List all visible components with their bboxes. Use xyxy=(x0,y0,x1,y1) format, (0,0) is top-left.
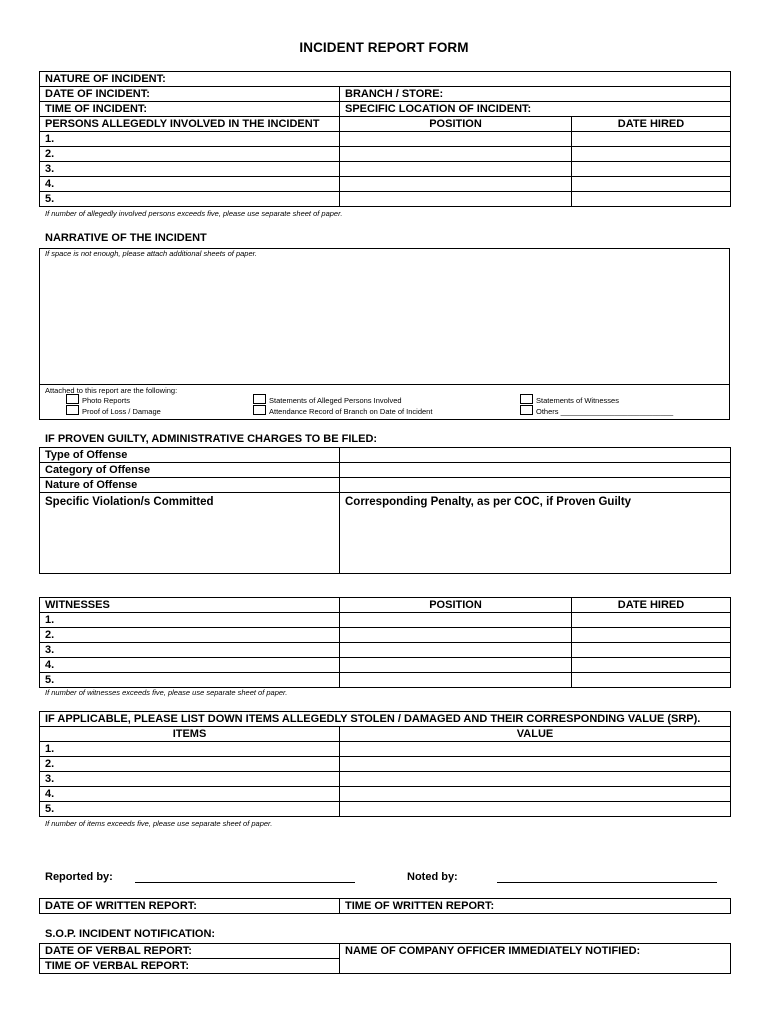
person-date-hired-cell[interactable] xyxy=(572,177,731,192)
witness-date-hired-cell[interactable] xyxy=(572,613,731,628)
specific-violation-field[interactable]: Specific Violation/s Committed xyxy=(40,493,340,574)
witnesses-table xyxy=(39,597,731,688)
items-note: If number of items exceeds five, please use separate sheet of paper. xyxy=(45,819,273,828)
item-row-1[interactable]: 1. xyxy=(40,742,340,757)
type-of-offense-label: Type of Offense xyxy=(40,448,340,463)
written-report-table xyxy=(39,898,731,914)
persons-note: If number of allegedly involved persons exceeds five, please use separate sheet of paper. xyxy=(45,209,343,218)
person-position-cell[interactable] xyxy=(340,162,572,177)
nature-of-offense-label: Nature of Offense xyxy=(40,478,340,493)
witness-position-cell[interactable] xyxy=(340,643,572,658)
person-date-hired-cell[interactable] xyxy=(572,162,731,177)
company-officer-field[interactable]: NAME OF COMPANY OFFICER IMMEDIATELY NOTIFIED: xyxy=(340,944,731,974)
position-header: POSITION xyxy=(340,117,572,132)
witness-position-cell[interactable] xyxy=(340,658,572,673)
checkbox-icon[interactable] xyxy=(66,405,79,415)
person-row-1[interactable]: 1. xyxy=(40,132,340,147)
witness-position-cell[interactable] xyxy=(340,628,572,643)
witness-row-2[interactable]: 2. xyxy=(40,628,340,643)
form-title: INCIDENT REPORT FORM xyxy=(299,40,469,55)
category-of-offense-field[interactable] xyxy=(340,463,731,478)
checkbox-statements-witnesses[interactable]: Statements of Witnesses xyxy=(520,394,619,406)
checkbox-proof-of-loss[interactable]: Proof of Loss / Damage xyxy=(66,405,161,417)
time-of-verbal-report-field[interactable]: TIME OF VERBAL REPORT: xyxy=(40,959,340,974)
witness-position-cell[interactable] xyxy=(340,613,572,628)
attachments-label: Attached to this report are the following: xyxy=(45,386,178,395)
witness-row-5[interactable]: 5. xyxy=(40,673,340,688)
person-row-5[interactable]: 5. xyxy=(40,192,340,207)
branch-store-field[interactable]: BRANCH / STORE: xyxy=(340,87,731,102)
witness-date-hired-cell[interactable] xyxy=(572,628,731,643)
item-value-cell[interactable] xyxy=(340,772,731,787)
sop-heading: S.O.P. INCIDENT NOTIFICATION: xyxy=(45,928,216,940)
nature-of-incident-field[interactable]: NATURE OF INCIDENT: xyxy=(40,72,731,87)
narrative-divider xyxy=(40,384,729,385)
checkbox-photo-reports[interactable]: Photo Reports xyxy=(66,394,130,406)
person-position-cell[interactable] xyxy=(340,177,572,192)
item-value-cell[interactable] xyxy=(340,787,731,802)
person-row-4[interactable]: 4. xyxy=(40,177,340,192)
category-of-offense-label: Category of Offense xyxy=(40,463,340,478)
type-of-offense-field[interactable] xyxy=(340,448,731,463)
item-row-3[interactable]: 3. xyxy=(40,772,340,787)
value-header: VALUE xyxy=(340,727,731,742)
witness-date-hired-cell[interactable] xyxy=(572,643,731,658)
checkbox-icon[interactable] xyxy=(253,394,266,404)
checkbox-icon[interactable] xyxy=(520,394,533,404)
items-header: ITEMS xyxy=(40,727,340,742)
nature-of-offense-field[interactable] xyxy=(340,478,731,493)
witnesses-note: If number of witnesses exceeds five, please use separate sheet of paper. xyxy=(45,688,288,697)
witness-date-hired-cell[interactable] xyxy=(572,658,731,673)
witness-date-hired-cell[interactable] xyxy=(572,673,731,688)
checkbox-others[interactable]: Others ___________________________ xyxy=(520,405,673,417)
noted-by-signature-line[interactable] xyxy=(497,882,717,883)
sop-table xyxy=(39,943,731,974)
witnesses-header: WITNESSES xyxy=(40,598,340,613)
date-hired-header: DATE HIRED xyxy=(572,117,731,132)
reported-by-label: Reported by: xyxy=(45,871,113,883)
person-date-hired-cell[interactable] xyxy=(572,192,731,207)
narrative-heading: NARRATIVE OF THE INCIDENT xyxy=(45,232,207,244)
time-of-incident-field[interactable]: TIME OF INCIDENT: xyxy=(40,102,340,117)
date-of-written-report-field[interactable]: DATE OF WRITTEN REPORT: xyxy=(40,899,340,914)
narrative-hint: If space is not enough, please attach additional sheets of paper. xyxy=(45,249,257,258)
person-position-cell[interactable] xyxy=(340,192,572,207)
item-row-2[interactable]: 2. xyxy=(40,757,340,772)
item-row-5[interactable]: 5. xyxy=(40,802,340,817)
checkbox-attendance-record[interactable]: Attendance Record of Branch on Date of Incident xyxy=(253,405,432,417)
witness-position-header: POSITION xyxy=(340,598,572,613)
date-of-verbal-report-field[interactable]: DATE OF VERBAL REPORT: xyxy=(40,944,340,959)
witness-position-cell[interactable] xyxy=(340,673,572,688)
item-row-4[interactable]: 4. xyxy=(40,787,340,802)
incident-details-table xyxy=(39,71,731,207)
items-heading: IF APPLICABLE, PLEASE LIST DOWN ITEMS ALLEGEDLY STOLEN / DAMAGED AND THEIR CORRESPONDING VALUE (SRP). xyxy=(40,712,731,727)
person-row-2[interactable]: 2. xyxy=(40,147,340,162)
item-value-cell[interactable] xyxy=(340,742,731,757)
reported-by-signature-line[interactable] xyxy=(135,882,355,883)
person-date-hired-cell[interactable] xyxy=(572,132,731,147)
items-table xyxy=(39,711,731,817)
witness-date-hired-header: DATE HIRED xyxy=(572,598,731,613)
checkbox-icon[interactable] xyxy=(66,394,79,404)
noted-by-label: Noted by: xyxy=(407,871,458,883)
checkbox-icon[interactable] xyxy=(253,405,266,415)
witness-row-1[interactable]: 1. xyxy=(40,613,340,628)
specific-location-field[interactable]: SPECIFIC LOCATION OF INCIDENT: xyxy=(340,102,731,117)
item-value-cell[interactable] xyxy=(340,802,731,817)
checkbox-icon[interactable] xyxy=(520,405,533,415)
date-of-incident-field[interactable]: DATE OF INCIDENT: xyxy=(40,87,340,102)
item-value-cell[interactable] xyxy=(340,757,731,772)
person-row-3[interactable]: 3. xyxy=(40,162,340,177)
time-of-written-report-field[interactable]: TIME OF WRITTEN REPORT: xyxy=(340,899,731,914)
corresponding-penalty-field[interactable]: Corresponding Penalty, as per COC, if Proven Guilty xyxy=(340,493,731,574)
charges-heading: IF PROVEN GUILTY, ADMINISTRATIVE CHARGES TO BE FILED: xyxy=(45,433,378,445)
checkbox-statements-alleged[interactable]: Statements of Alleged Persons Involved xyxy=(253,394,402,406)
witness-row-4[interactable]: 4. xyxy=(40,658,340,673)
persons-involved-header: PERSONS ALLEGEDLY INVOLVED IN THE INCIDENT xyxy=(40,117,340,132)
witness-row-3[interactable]: 3. xyxy=(40,643,340,658)
person-date-hired-cell[interactable] xyxy=(572,147,731,162)
person-position-cell[interactable] xyxy=(340,147,572,162)
person-position-cell[interactable] xyxy=(340,132,572,147)
charges-table xyxy=(39,447,731,574)
